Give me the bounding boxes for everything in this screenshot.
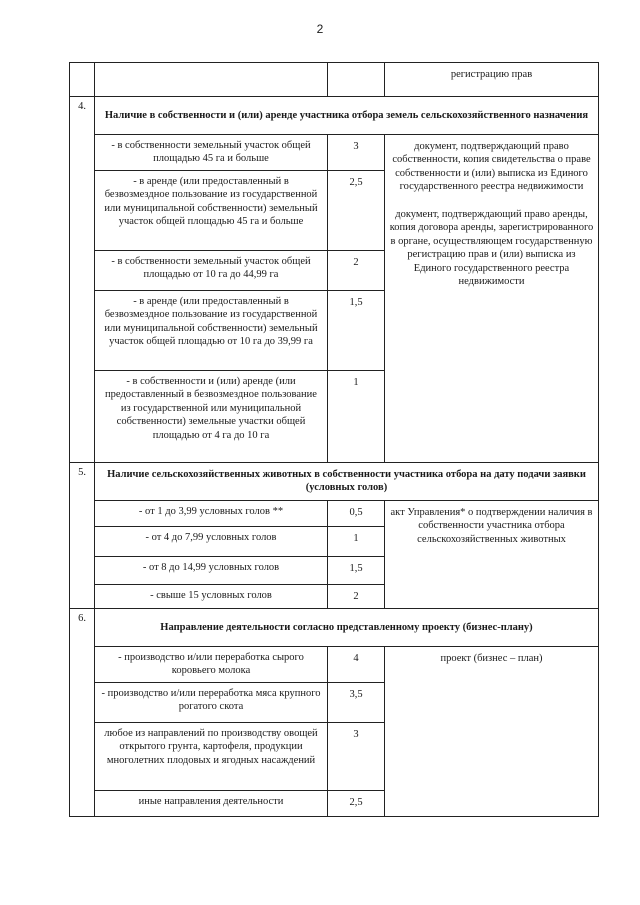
docs-cell (385, 646, 599, 816)
points-cell (328, 63, 385, 97)
criterion-cell: иные направления деятельности (95, 790, 328, 816)
docs-cell (385, 500, 599, 608)
points-cell: 2,5 (328, 790, 385, 816)
page-number: 2 (316, 22, 324, 36)
points-cell: 1,5 (328, 556, 385, 584)
docs-text: документ, подтверждающий право собственности, копия свидетельства о праве собственности и (или) выписка из Единого государственного реестра недвижимости (392, 141, 591, 193)
section-number: 6. (70, 608, 95, 816)
criterion-cell (95, 63, 328, 97)
points-cell: 4 (328, 646, 385, 682)
table-row (70, 135, 599, 171)
section-header (70, 608, 599, 646)
docs-text: документ, подтверждающий право аренды, копия договора аренды, зарегистрированного в органе, осуществляющем государственную регистрацию прав и (или) выписка из Единого государственного реестра недвижимости (389, 208, 594, 287)
docs-text: акт Управления* о подтверждении наличия в собственности участника отбора сельскохозяйственных животных (390, 506, 593, 545)
points-cell: 3,5 (328, 682, 385, 722)
criterion-cell: - в аренде (или предоставленный в безвозмездное пользование из государственной или муниципальной собственности) земельный участок общей площадью 45 га и больше (95, 170, 328, 250)
criterion-cell: - от 4 до 7,99 условных голов (95, 526, 328, 556)
points-cell: 2,5 (328, 170, 385, 250)
row-number (70, 63, 95, 97)
points-cell: 1,5 (328, 290, 385, 370)
docs-text: проект (бизнес – план) (440, 652, 543, 664)
criterion-cell: - в собственности и (или) аренде (или предоставленный в безвозмездное пользование из государственной или муниципальной собственности) земельные участки общей площадью от 4 га до 10 га (95, 370, 328, 462)
table-row (70, 500, 599, 526)
section-header (70, 97, 599, 135)
docs-cell (385, 135, 599, 463)
criterion-cell: - от 1 до 3,99 условных голов ** (95, 500, 328, 526)
points-cell: 2 (328, 584, 385, 608)
section-title: Наличие в собственности и (или) аренде участника отбора земель сельскохозяйственного назначения (95, 97, 599, 135)
points-cell: 0,5 (328, 500, 385, 526)
section-number: 4. (70, 97, 95, 463)
criterion-cell: - в собственности земельный участок общей площадью от 10 га до 44,99 га (95, 250, 328, 290)
points-cell: 3 (328, 135, 385, 171)
criterion-cell: - в собственности земельный участок общей площадью 45 га и больше (95, 135, 328, 171)
criterion-cell: любое из направлений по производству овощей открытого грунта, картофеля, продукции многолетних плодовых и ягодных насаждений (95, 722, 328, 790)
points-cell: 2 (328, 250, 385, 290)
points-cell: 3 (328, 722, 385, 790)
criterion-cell: - от 8 до 14,99 условных голов (95, 556, 328, 584)
criterion-cell: - производство и/или переработка мяса крупного рогатого скота (95, 682, 328, 722)
criteria-table (69, 62, 599, 817)
table-row (70, 646, 599, 682)
points-cell: 1 (328, 370, 385, 462)
criterion-cell: - производство и/или переработка сырого коровьего молока (95, 646, 328, 682)
section-title: Направление деятельности согласно представленному проекту (бизнес-плану) (95, 608, 599, 646)
table-row (70, 63, 599, 97)
docs-cell: регистрацию прав (385, 63, 599, 97)
points-cell: 1 (328, 526, 385, 556)
criterion-cell: - свыше 15 условных голов (95, 584, 328, 608)
criterion-cell: - в аренде (или предоставленный в безвозмездное пользование из государственной или муниципальной собственности) земельный участок общей площадью от 10 га до 39,99 га (95, 290, 328, 370)
section-header (70, 462, 599, 500)
section-title: Наличие сельскохозяйственных животных в собственности участника отбора на дату подачи заявки (условных голов) (95, 462, 599, 500)
section-number: 5. (70, 462, 95, 608)
